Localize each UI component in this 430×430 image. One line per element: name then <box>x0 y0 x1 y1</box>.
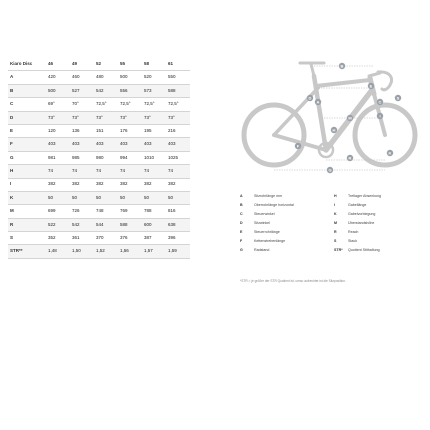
row-label: E <box>8 124 46 137</box>
table-row <box>8 138 190 151</box>
dimension-markers <box>295 63 401 173</box>
table-row <box>8 84 190 97</box>
table-cell: 352 <box>46 232 70 245</box>
table-cell: 382 <box>70 178 94 191</box>
table-cell: 699 <box>46 205 70 218</box>
table-cell: 460 <box>70 71 94 84</box>
legend-key: C <box>240 211 243 216</box>
marker-label: K <box>388 150 392 156</box>
legend-item <box>240 191 332 200</box>
table-cell: 69° <box>46 98 70 111</box>
table-row <box>8 111 190 124</box>
table-cell: 361 <box>70 232 94 245</box>
table-cell: 50 <box>46 191 70 204</box>
table-cell: 573 <box>142 84 166 97</box>
table-cell: 1,56 <box>118 245 142 258</box>
table-cell: 72,5° <box>166 98 190 111</box>
table-cell: 556 <box>118 84 142 97</box>
table-body <box>8 71 190 258</box>
dimension-marker <box>295 143 301 149</box>
table-cell: 1,48 <box>46 245 70 258</box>
table-cell: 816 <box>166 205 190 218</box>
table-cell: 195 <box>142 124 166 137</box>
table-cell: 72,5° <box>118 98 142 111</box>
row-label: D <box>8 111 46 124</box>
legend-key: F <box>240 239 243 244</box>
table-row <box>8 191 190 204</box>
geometry-table <box>8 58 190 259</box>
table-cell: 981 <box>46 151 70 164</box>
table-cell: 522 <box>46 218 70 231</box>
table-cell: 980 <box>94 151 118 164</box>
table-cell: 994 <box>118 151 142 164</box>
table-cell: 74 <box>46 165 70 178</box>
dimension-marker <box>377 99 383 105</box>
row-label: M <box>8 205 46 218</box>
size-header: 49 <box>70 58 94 71</box>
table-cell: 403 <box>94 138 118 151</box>
row-label: G <box>8 151 46 164</box>
table-cell: 1010 <box>142 151 166 164</box>
table-cell: 73° <box>94 111 118 124</box>
legend-text: Gabelvorbiegung <box>348 211 376 216</box>
table-cell: 403 <box>142 138 166 151</box>
table-cell: 500 <box>46 84 70 97</box>
table-cell: 50 <box>118 191 142 204</box>
size-header: 46 <box>46 58 70 71</box>
row-label: S <box>8 232 46 245</box>
dimension-marker <box>395 95 401 101</box>
table-row <box>8 218 190 231</box>
table-row <box>8 232 190 245</box>
table-cell: 588 <box>118 218 142 231</box>
legend-column-right <box>334 191 426 255</box>
dimension-marker <box>327 167 333 173</box>
legend-text: Oberrohrlänge horizontal <box>254 202 294 207</box>
dimension-marker <box>347 155 353 161</box>
dimension-marker <box>331 127 337 133</box>
row-label: A <box>8 71 46 84</box>
marker-label: I <box>379 113 381 119</box>
table-cell: 1,50 <box>70 245 94 258</box>
table-cell: 176 <box>118 124 142 137</box>
legend-text: Steuerwinkel <box>254 211 275 216</box>
table-cell: 387 <box>142 232 166 245</box>
marker-label: R <box>348 155 352 161</box>
table-cell: 74 <box>166 165 190 178</box>
legend-key: H <box>334 193 337 198</box>
marker-label: M <box>348 115 352 121</box>
table-cell: 382 <box>166 178 190 191</box>
legend-text: Sitzrohrlänge mm <box>254 193 283 198</box>
table-cell: 600 <box>142 218 166 231</box>
legend-item <box>334 246 426 255</box>
table-cell: 1,59 <box>166 245 190 258</box>
legend-item <box>334 209 426 218</box>
legend-key: M <box>334 220 337 225</box>
legend-key: R <box>334 229 337 234</box>
row-label: K <box>8 191 46 204</box>
table-cell: 74 <box>94 165 118 178</box>
legend-key: E <box>240 229 243 234</box>
handlebar <box>378 72 392 90</box>
size-header: 55 <box>118 58 142 71</box>
table-cell: 500 <box>118 71 142 84</box>
legend-key: S <box>334 239 337 244</box>
marker-label: G <box>328 167 332 173</box>
table-cell: 638 <box>166 218 190 231</box>
legend-item <box>240 218 332 227</box>
size-header: 61 <box>166 58 190 71</box>
table-cell: 382 <box>46 178 70 191</box>
table-cell: 73° <box>70 111 94 124</box>
table-cell: 1025 <box>166 151 190 164</box>
table-cell: 1,57 <box>142 245 166 258</box>
marker-label: C <box>378 99 382 105</box>
dimension-marker <box>315 99 321 105</box>
table-cell: 550 <box>166 71 190 84</box>
table-cell: 382 <box>142 178 166 191</box>
legend-text: Stack <box>348 239 357 244</box>
table-cell: 788 <box>142 205 166 218</box>
legend-item <box>240 209 332 218</box>
table-cell: 420 <box>46 71 70 84</box>
table-cell: 1,52 <box>94 245 118 258</box>
table-row <box>8 178 190 191</box>
table-cell: 403 <box>70 138 94 151</box>
table-cell: 50 <box>166 191 190 204</box>
dimension-marker <box>368 83 374 89</box>
table-cell: 382 <box>94 178 118 191</box>
legend-key: K <box>334 211 337 216</box>
table-cell: 50 <box>142 191 166 204</box>
marker-label: E <box>369 83 373 89</box>
legend-item <box>334 236 426 245</box>
geometry-legend <box>240 191 426 255</box>
dimension-marker <box>339 63 345 69</box>
table-cell: 403 <box>166 138 190 151</box>
table-cell: 769 <box>118 205 142 218</box>
legend-item <box>240 227 332 236</box>
table-cell: 120 <box>46 124 70 137</box>
table-cell: 748 <box>94 205 118 218</box>
table-row <box>8 151 190 164</box>
table-cell: 403 <box>118 138 142 151</box>
legend-text: Gabellänge <box>348 202 367 207</box>
marker-label: F <box>296 143 300 149</box>
footnote: *STR = je größer der STR Quotient ist, umso aufrechter ist die Sitzposition. <box>240 279 346 283</box>
dimension-marker <box>347 115 353 121</box>
table-cell: 527 <box>70 84 94 97</box>
size-header: 52 <box>94 58 118 71</box>
marker-label: B <box>340 63 344 69</box>
table-cell: 382 <box>118 178 142 191</box>
table-cell: 726 <box>70 205 94 218</box>
marker-label: D <box>308 95 312 101</box>
legend-item <box>334 191 426 200</box>
dimension-marker <box>377 113 383 119</box>
legend-text: Quotient Stithaltung <box>348 248 380 253</box>
table-cell: 985 <box>70 151 94 164</box>
legend-column-left <box>240 191 332 255</box>
row-label: F <box>8 138 46 151</box>
legend-key: I <box>334 202 335 207</box>
table-cell: 72,5° <box>142 98 166 111</box>
marker-label: S <box>396 95 400 101</box>
table-cell: 370 <box>94 232 118 245</box>
row-label: B <box>8 84 46 97</box>
legend-text: Radstand <box>254 248 270 253</box>
legend-item <box>240 236 332 245</box>
legend-key: A <box>240 193 243 198</box>
legend-item <box>334 200 426 209</box>
legend-key: B <box>240 202 243 207</box>
legend-item <box>240 200 332 209</box>
dimension-marker <box>387 150 393 156</box>
legend-text: Reach <box>348 229 359 234</box>
size-header: 58 <box>142 58 166 71</box>
row-label: I <box>8 178 46 191</box>
table-row <box>8 245 190 258</box>
table-row <box>8 98 190 111</box>
row-label: R <box>8 218 46 231</box>
table-cell: 73° <box>46 111 70 124</box>
table-row <box>8 205 190 218</box>
row-label: STR** <box>8 245 46 258</box>
table-cell: 50 <box>70 191 94 204</box>
table-cell: 73° <box>118 111 142 124</box>
legend-text: Steuerrohrlänge <box>254 229 280 234</box>
table-cell: 74 <box>142 165 166 178</box>
table-header-row <box>8 58 190 71</box>
legend-key: G <box>240 248 243 253</box>
marker-label: A <box>316 99 320 105</box>
table-row <box>8 124 190 137</box>
table-cell: 70° <box>70 98 94 111</box>
table-cell: 520 <box>142 71 166 84</box>
table-cell: 376 <box>118 232 142 245</box>
table-cell: 542 <box>94 84 118 97</box>
legend-key: STR* <box>334 248 343 253</box>
table-cell: 396 <box>166 232 190 245</box>
table-row <box>8 165 190 178</box>
table-row <box>8 71 190 84</box>
legend-key: D <box>240 220 243 225</box>
dimension-marker <box>307 95 313 101</box>
table-cell: 542 <box>70 218 94 231</box>
table-cell: 74 <box>118 165 142 178</box>
legend-item <box>334 218 426 227</box>
legend-item <box>240 246 332 255</box>
model-header: Kiaro Disc <box>8 58 46 71</box>
table-cell: 74 <box>70 165 94 178</box>
table-cell: 73° <box>166 111 190 124</box>
legend-text: Tretlager Absenkung <box>348 193 382 198</box>
marker-label: H <box>332 127 336 133</box>
table-cell: 136 <box>70 124 94 137</box>
legend-text: Kettenstrebenlänge <box>254 239 286 244</box>
table-cell: 50 <box>94 191 118 204</box>
legend-text: Überstandshöhe <box>348 220 375 225</box>
table-cell: 480 <box>94 71 118 84</box>
bike-geometry-diagram <box>238 58 424 178</box>
table-cell: 72,5° <box>94 98 118 111</box>
table-cell: 544 <box>94 218 118 231</box>
legend-text: Sitzwinkel <box>254 220 270 225</box>
legend-item <box>334 227 426 236</box>
row-label: H <box>8 165 46 178</box>
table-cell: 588 <box>166 84 190 97</box>
table-cell: 73° <box>142 111 166 124</box>
table-cell: 216 <box>166 124 190 137</box>
table-cell: 151 <box>94 124 118 137</box>
row-label: C <box>8 98 46 111</box>
top-tube <box>316 80 370 86</box>
seatpost <box>311 64 314 76</box>
table-cell: 403 <box>46 138 70 151</box>
